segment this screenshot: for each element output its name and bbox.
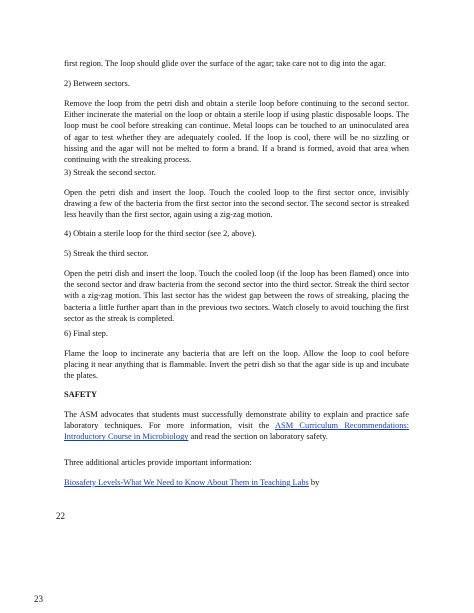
heading-final-step: 6) Final step.: [64, 329, 108, 338]
paragraph-three-articles: Three additional articles provide important information:: [64, 458, 252, 467]
biosafety-levels-link[interactable]: Biosafety Levels-What We Need to Know About Them in Teaching Labs: [64, 478, 309, 487]
heading-obtain-sterile-loop: 4) Obtain a sterile loop for the third sector (see 2, above).: [64, 229, 257, 238]
paragraph-streak-third-sector: Open the petri dish and insert the loop. Touch the cooled loop (if the loop has been flamed) once into the second sector and draw bacteria from the second sector into the third sector. Streak the third sector with a zig-zag motion. This last sector has the widest gap between the rows of streaking, placing the bacteria a little further apart than in the previous two sectors. Watch closely to avoid touching the first sector as the streak is completed.: [64, 269, 409, 323]
page-number-22: 22: [56, 511, 65, 521]
paragraph-biosafety: [64, 477, 409, 488]
paragraph-first-region: first region. The loop should glide over the surface of the agar; take care not to dig into the agar.: [64, 59, 386, 68]
page-number-23: 23: [34, 594, 43, 604]
paragraph-safety: [64, 409, 409, 443]
heading-streak-third-sector: 5) Streak the third sector.: [64, 249, 149, 258]
paragraph-streak-second-sector: Open the petri dish and insert the loop. Touch the cooled loop to the first sector once, invisibly drawing a few of the bacteria from the first sector into the second sector. The second sector is streaked less heavily than the first sector, again using a zig-zag motion.: [64, 188, 409, 220]
heading-streak-second-sector: 3) Streak the second sector.: [64, 168, 156, 177]
biosafety-by-text: by: [310, 478, 320, 487]
safety-text-2: and read the section on laboratory safety.: [190, 432, 328, 442]
paragraph-between-sectors: Remove the loop from the petri dish and obtain a sterile loop before continuing to the second sector. Either incinerate the material on the loop or obtain a sterile loop if using plastic disposable loops. The loop must be cool before streaking can continue. Metal loops can be touched to an uninoculated area of agar to test whether they are adequately cooled. If the loop is cool, there will be no sizzling or hissing and the agar will not be melted to form a brand. If a brand is formed, avoid that area when continuing with the streaking process.: [64, 99, 409, 165]
asm-curriculum-link[interactable]: ASM Curriculum Recommendations: Introductory Course in Microbiology: [64, 421, 409, 442]
paragraph-final-step: Flame the loop to incinerate any bacteria that are left on the loop. Allow the loop to cool before placing it near anything that is flammable. Invert the petri dish so that the agar side is up and incubate the plates.: [64, 349, 409, 381]
heading-safety: SAFETY: [64, 390, 98, 399]
safety-text-1: The ASM advocates that students must successfully demonstrate ability to explain and practice safe laboratory techniques. For more information, visit the: [64, 410, 409, 431]
heading-between-sectors: 2) Between sectors.: [64, 79, 130, 88]
